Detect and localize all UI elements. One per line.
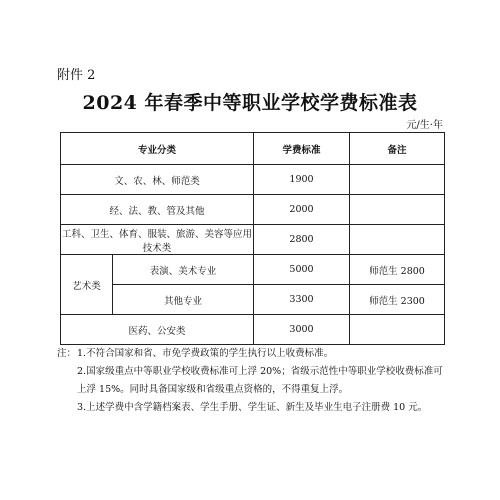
row-fee: 3000 — [254, 315, 350, 345]
note-text: 2.国家级重点中等职业学校收费标准可上浮 20%；省级示范性中等职业学校收费标准可上浮 15%。同时具备国家级和省级重点资格的，不得重复上浮。 — [77, 366, 443, 395]
table-row — [61, 165, 445, 195]
unit-label: 元/生·年 — [406, 120, 443, 131]
note-text: 1.不符合国家和省、市免学费政策的学生执行以上收费标准。 — [77, 348, 334, 359]
row-category: 文、农、林、师范类 — [61, 165, 254, 195]
row-category: 经、法、教、管及其他 — [61, 195, 254, 225]
document-title: 2024 年春季中等职业学校学费标准表 — [82, 92, 418, 114]
row-fee: 2800 — [254, 225, 350, 255]
row-remark — [350, 195, 445, 225]
note-text: 3.上述学费中含学籍档案表、学生手册、学生证、新生及毕业生电子注册费 10 元。 — [77, 402, 428, 413]
row-category: 表演、美术专业 — [113, 255, 254, 285]
row-category: 工科、卫生、体育、服装、旅游、美容等应用技术类 — [61, 225, 254, 255]
row-fee: 3300 — [254, 285, 350, 315]
header-fee: 学费标准 — [254, 133, 350, 165]
table-row — [61, 195, 445, 225]
row-fee: 5000 — [254, 255, 350, 285]
table-row — [61, 285, 445, 315]
row-category: 医药、公安类 — [61, 315, 254, 345]
attachment-label: 附件 2 — [57, 68, 96, 83]
note-item — [57, 363, 452, 399]
table-header-row — [61, 133, 445, 165]
notes-section — [57, 345, 452, 417]
row-fee: 2000 — [254, 195, 350, 225]
art-group-label: 艺术类 — [61, 255, 113, 315]
row-remark: 师范生 2800 — [350, 255, 445, 285]
note-item — [57, 399, 452, 417]
notes-prefix: 注： — [57, 348, 77, 359]
row-remark: 师范生 2300 — [350, 285, 445, 315]
note-item — [57, 345, 452, 363]
header-category: 专业分类 — [61, 133, 254, 165]
row-remark — [350, 165, 445, 195]
table-row — [61, 315, 445, 345]
header-remark: 备注 — [350, 133, 445, 165]
row-fee: 1900 — [254, 165, 350, 195]
row-category: 其他专业 — [113, 285, 254, 315]
table-row — [61, 255, 445, 285]
row-remark — [350, 225, 445, 255]
table-row — [61, 225, 445, 255]
row-remark — [350, 315, 445, 345]
fee-standard-table — [60, 132, 445, 345]
